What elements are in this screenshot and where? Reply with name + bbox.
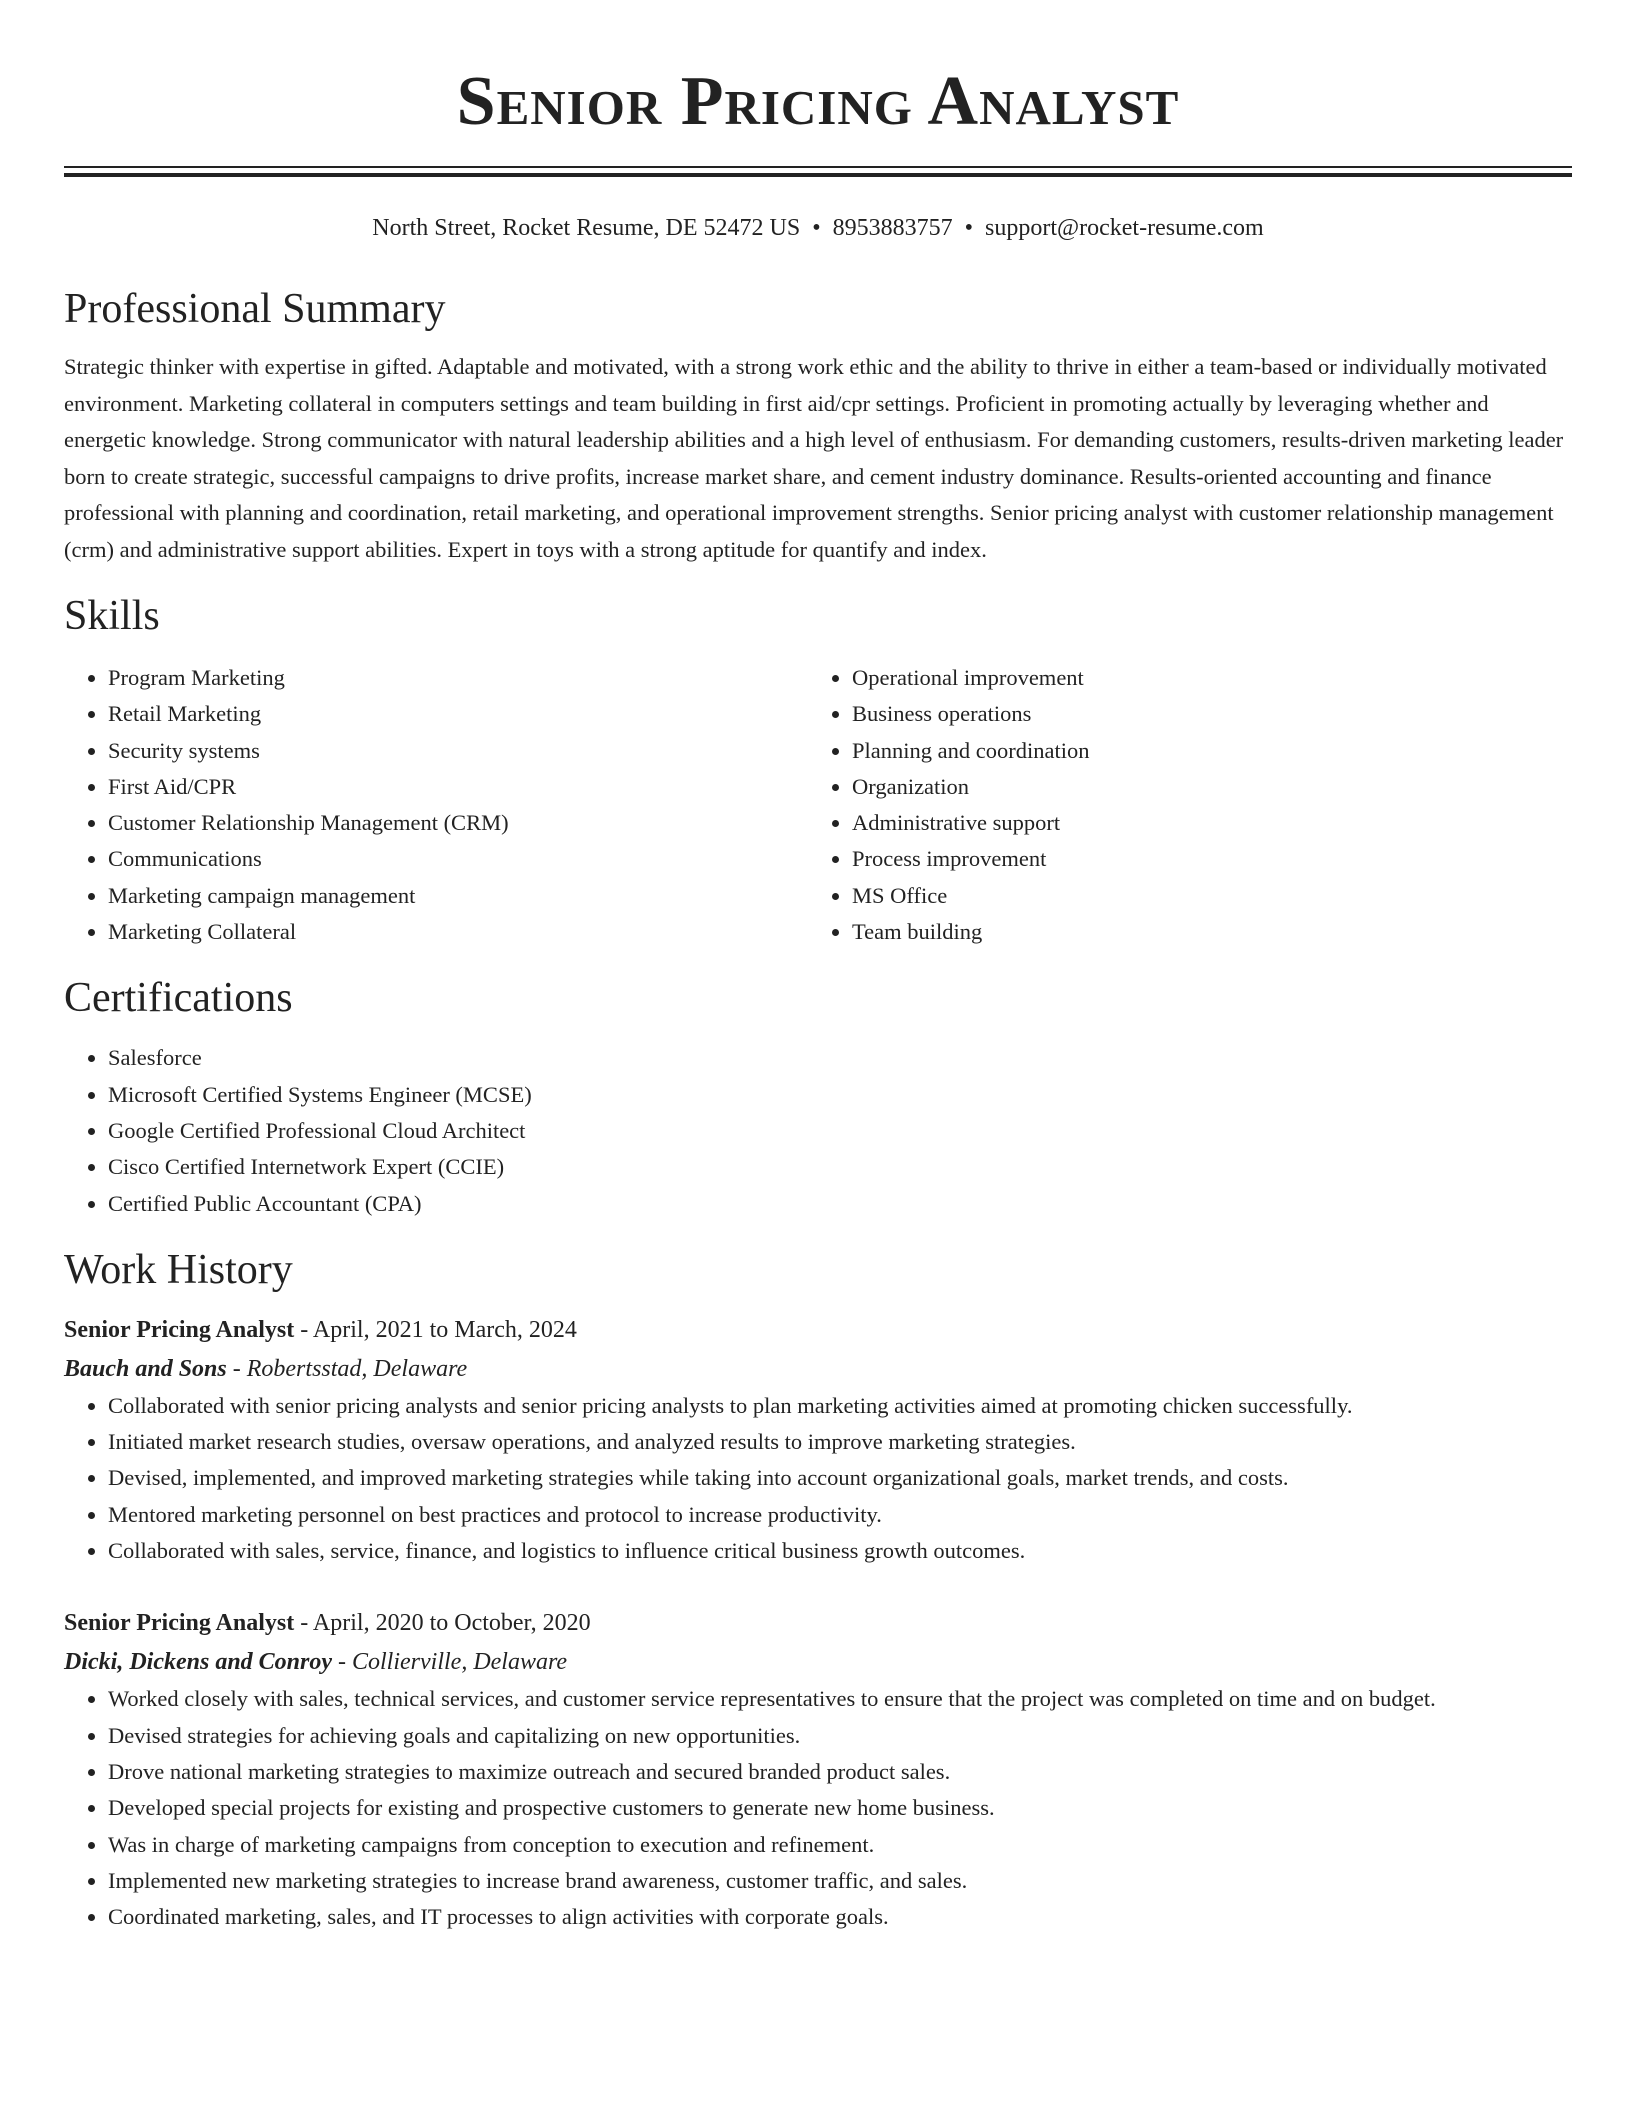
contact-phone: 8953883757: [832, 215, 953, 241]
job-bullet: • Was in charge of marketing campaigns from conception to execution and refinement.: [108, 1827, 1572, 1863]
resume-page: [64, 0, 1572, 1935]
contact-line: [64, 213, 1572, 243]
certification-item: • Certified Public Accountant (CPA): [108, 1186, 1572, 1222]
job-bullet: • Collaborated with sales, service, finance, and logistics to influence critical business growth outcomes.: [108, 1533, 1572, 1569]
job-location: - Collierville, Delaware: [332, 1649, 568, 1676]
skill-item: • Team building: [852, 914, 1552, 950]
certifications-list: [64, 1040, 1572, 1221]
job-bullet: • Coordinated marketing, sales, and IT processes to align activities with corporate goals.: [108, 1899, 1572, 1935]
job-header: [64, 1603, 1572, 1643]
job-bullet: • Worked closely with sales, technical services, and customer service representatives to ensure that the project was completed on time and on budget.: [108, 1681, 1572, 1717]
skill-item: • Program Marketing: [108, 660, 808, 696]
skill-item: • First Aid/CPR: [108, 769, 808, 805]
job-bullet: • Devised strategies for achieving goals and capitalizing on new opportunities.: [108, 1718, 1572, 1754]
job-dates: - April, 2021 to March, 2024: [294, 1316, 577, 1343]
skill-item: • Process improvement: [852, 841, 1552, 877]
certifications-heading: Certifications: [64, 975, 293, 1022]
skill-item: • Security systems: [108, 733, 808, 769]
job-role: Senior Pricing Analyst: [64, 1610, 295, 1637]
skills-list-right: [808, 660, 1552, 950]
job-bullet: • Implemented new marketing strategies to increase brand awareness, customer traffic, and sales.: [108, 1863, 1572, 1899]
skill-item: • Communications: [108, 841, 808, 877]
job-entry: [64, 1310, 1572, 1569]
certification-item: • Google Certified Professional Cloud Architect: [108, 1113, 1572, 1149]
skills-heading: Skills: [64, 593, 160, 639]
job-bullets: [64, 1681, 1572, 1935]
contact-email: support@rocket-resume.com: [985, 215, 1264, 241]
job-bullet: • Initiated market research studies, oversaw operations, and analyzed results to improve marketing strategies.: [108, 1424, 1572, 1460]
summary-heading: Professional Summary: [64, 286, 446, 332]
certification-item: • Microsoft Certified Systems Engineer (MCSE): [108, 1077, 1572, 1113]
summary-text: Strategic thinker with expertise in gifted. Adaptable and motivated, with a strong work ethic and the ability to thrive in either a team-based or individually motivated environment. Marketing collateral in computers settings and team building in first aid/cpr settings. Proficient in promoting actually by leveraging whether and energetic knowledge. Strong communicator with natural leadership abilities and a high level of enthusiasm. For demanding customers, results-driven marketing leader born to create strategic, successful campaigns to drive profits, increase market share, and cement industry dominance. Results-oriented accounting and finance professional with planning and coordination, retail marketing, and operational improvement strengths. Senior pricing analyst with customer relationship management (crm) and administrative support abilities. Expert in toys with a strong aptitude for quantify and index.: [64, 354, 1564, 562]
job-company-line: [64, 1350, 1572, 1388]
skill-item: • Business operations: [852, 696, 1552, 732]
contact-address: North Street, Rocket Resume, DE 52472 US: [372, 215, 801, 241]
job-company: Bauch and Sons: [64, 1355, 227, 1382]
resume-title: Senior Pricing Analyst: [456, 63, 1180, 140]
skill-item: • Customer Relationship Management (CRM): [108, 805, 808, 841]
skill-item: • MS Office: [852, 878, 1552, 914]
certification-item: • Cisco Certified Internetwork Expert (CCIE): [108, 1149, 1572, 1185]
job-bullet: • Developed special projects for existing and prospective customers to generate new home business.: [108, 1790, 1572, 1826]
skills-grid: [64, 660, 1572, 950]
skills-list-left: [64, 660, 808, 950]
job-dates: - April, 2020 to October, 2020: [294, 1610, 591, 1637]
job-bullet: • Mentored marketing personnel on best practices and protocol to increase productivity.: [108, 1497, 1572, 1533]
job-bullet: • Devised, implemented, and improved marketing strategies while taking into account organizational goals, market trends, and costs.: [108, 1460, 1572, 1496]
job-header: [64, 1310, 1572, 1350]
job-entry: [64, 1603, 1572, 1935]
job-role: Senior Pricing Analyst: [64, 1316, 295, 1343]
title-divider-thick: [64, 173, 1572, 177]
job-company: Dicki, Dickens and Conroy: [64, 1649, 333, 1676]
job-bullets: [64, 1388, 1572, 1569]
skill-item: • Marketing Collateral: [108, 914, 808, 950]
skill-item: • Operational improvement: [852, 660, 1552, 696]
job-bullet: • Drove national marketing strategies to maximize outreach and secured branded product sales.: [108, 1754, 1572, 1790]
contact-separator: •: [812, 215, 821, 241]
title-divider-thin: [64, 166, 1572, 168]
skill-item: • Planning and coordination: [852, 733, 1552, 769]
job-company-line: [64, 1643, 1572, 1681]
skill-item: • Organization: [852, 769, 1552, 805]
work-history-heading: Work History: [64, 1246, 293, 1293]
skill-item: • Retail Marketing: [108, 696, 808, 732]
skill-item: • Marketing campaign management: [108, 878, 808, 914]
skill-item: • Administrative support: [852, 805, 1552, 841]
job-location: - Robertsstad, Delaware: [226, 1355, 468, 1382]
job-bullet: • Collaborated with senior pricing analysts and senior pricing analysts to plan marketing activities aimed at promoting chicken successfully.: [108, 1388, 1572, 1424]
contact-separator: •: [964, 215, 974, 241]
certification-item: • Salesforce: [108, 1040, 1572, 1076]
